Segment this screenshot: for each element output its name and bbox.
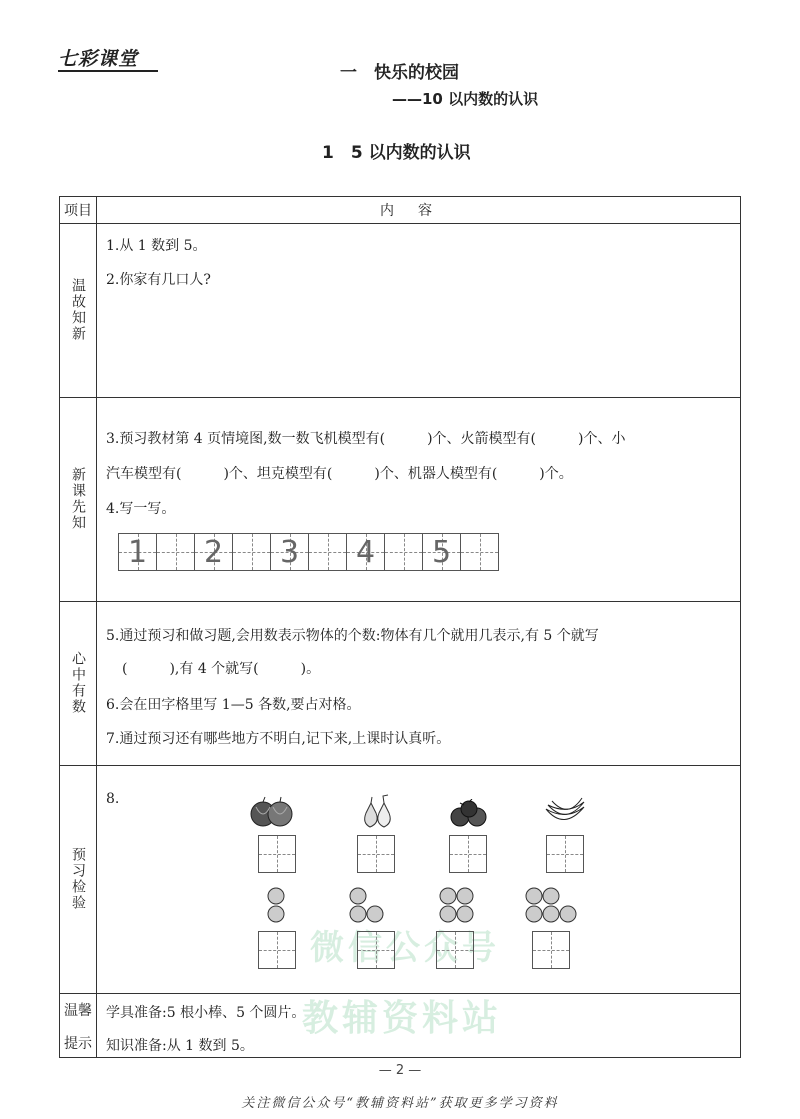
watermelon-icon: [250, 795, 294, 829]
preview-item-3-line2: 汽车模型有( )个、坦克模型有( )个、机器人模型有( )个。: [106, 466, 573, 482]
chapter-subtitle: ——10 以内数的认识: [392, 90, 539, 108]
brand-logo: 七彩课堂: [58, 48, 139, 70]
column-divider: [96, 197, 97, 1057]
counter-circle: [543, 906, 559, 922]
counter-circle: [457, 906, 473, 922]
fruit-answer-box-1[interactable]: [258, 835, 296, 873]
circles-group-4: [436, 887, 476, 927]
circle-answer-box-3[interactable]: [436, 931, 474, 969]
fruit-answer-box-4[interactable]: [546, 835, 584, 873]
circle-answer-box-1[interactable]: [258, 931, 296, 969]
footer-note: 关注微信公众号“教辅资料站”获取更多学习资料: [241, 1096, 559, 1111]
pear-icon: [360, 793, 396, 829]
column-header-item: 项目: [64, 203, 92, 219]
trace-digit: 5: [431, 534, 452, 570]
trace-digit: 4: [355, 534, 376, 570]
row-divider: [60, 993, 740, 994]
section-label-tips-top: 温馨: [64, 1002, 92, 1019]
chapter-title: 一 快乐的校园: [340, 63, 459, 83]
review-item-1: 1.从 1 数到 5。: [106, 238, 207, 254]
counter-circle: [543, 888, 559, 904]
aims-item-5-line1: 5.通过预习和做习题,会用数表示物体的个数:物体有几个就用几表示,有 5 个就写: [106, 628, 599, 644]
preview-worksheet-table: [59, 196, 741, 1058]
section-label-preview: 新课先知: [70, 467, 86, 531]
circles-group-5: [522, 887, 580, 927]
tian-zi-cell: [232, 533, 271, 571]
tian-zi-cell: [270, 533, 309, 571]
counter-circle: [268, 906, 284, 922]
counter-circle: [440, 888, 456, 904]
row-divider: [60, 223, 740, 224]
fruit-answer-box-2[interactable]: [357, 835, 395, 873]
tian-zi-cell: [460, 533, 499, 571]
counter-circle: [560, 906, 576, 922]
circles-group-3: [346, 887, 386, 927]
counter-circle: [268, 888, 284, 904]
tian-zi-cell: [384, 533, 423, 571]
aims-item-7: 7.通过预习还有哪些地方不明白,记下来,上课时认真听。: [106, 731, 451, 747]
section-label-aims: 心中有数: [70, 651, 86, 715]
row-divider: [60, 397, 740, 398]
circle-answer-box-4[interactable]: [532, 931, 570, 969]
check-item-8: 8.: [106, 791, 120, 807]
counter-circle: [350, 888, 366, 904]
counter-circle: [367, 906, 383, 922]
column-header-content: 内容: [380, 203, 456, 219]
apple-icon: [450, 799, 490, 829]
tian-zi-cell: [118, 533, 157, 571]
counter-circle: [350, 906, 366, 922]
counter-circle: [457, 888, 473, 904]
counter-circle: [526, 906, 542, 922]
tian-zi-cell: [422, 533, 461, 571]
section-label-tips-bottom: 提示: [64, 1035, 92, 1052]
counter-circle: [526, 888, 542, 904]
lesson-title: 1 5 以内数的认识: [322, 143, 471, 163]
row-divider: [60, 601, 740, 602]
fruit-answer-box-3[interactable]: [449, 835, 487, 873]
counter-circle: [440, 906, 456, 922]
watermark-line1: 微信公众号: [310, 928, 500, 968]
tian-zi-cell: [346, 533, 385, 571]
trace-digit: 2: [203, 534, 224, 570]
preview-item-3-line1: 3.预习教材第 4 页情境图,数一数飞机模型有( )个、火箭模型有( )个、小: [106, 431, 626, 447]
logo-underline: [58, 70, 158, 72]
section-label-review: 温故知新: [70, 278, 86, 342]
row-divider: [60, 765, 740, 766]
aims-item-6: 6.会在田字格里写 1—5 各数,要占对格。: [106, 697, 361, 713]
section-label-check: 预习检验: [70, 847, 86, 911]
review-item-2: 2.你家有几口人?: [106, 272, 211, 288]
watermark-line2: 教辅资料站: [302, 998, 503, 1039]
circles-group-2: [264, 887, 288, 927]
tian-zi-cell: [156, 533, 195, 571]
tips-knowledge: 知识准备:从 1 数到 5。: [106, 1038, 254, 1054]
tips-tools: 学具准备:5 根小棒、5 个圆片。: [106, 1005, 306, 1021]
tian-zi-cell: [194, 533, 233, 571]
page-number: — 2 —: [378, 1063, 422, 1078]
aims-item-5-line2: ( ),有 4 个就写( )。: [122, 661, 321, 677]
tian-zi-cell: [308, 533, 347, 571]
preview-item-4: 4.写一写。: [106, 501, 176, 517]
trace-digit: 3: [279, 534, 300, 570]
banana-icon: [542, 797, 588, 827]
circle-answer-box-2[interactable]: [357, 931, 395, 969]
trace-digit: 1: [127, 534, 148, 570]
